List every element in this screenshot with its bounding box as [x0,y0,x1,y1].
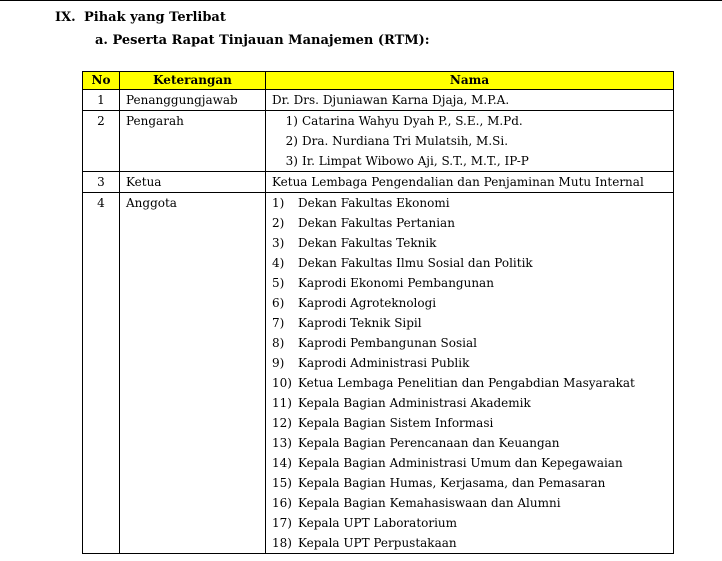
cell-nama: Ketua Lembaga Pengendalian dan Penjaminan Mutu Internal [266,172,674,193]
list-item-number: 13) [272,436,292,450]
cell-keterangan: Ketua [120,172,266,193]
cell-no: 4 [83,193,120,554]
list-item-number: 14) [272,456,292,470]
list-item-text: Dekan Fakultas Ekonomi [298,196,450,210]
list-item-number: 3) [272,236,285,250]
cell-nama [266,111,674,172]
list-item-number: 8) [272,336,285,350]
cell-keterangan: Pengarah [120,111,266,172]
list-item-text: Kepala Bagian Perencanaan dan Keuangan [298,436,560,450]
list-item-text: Kaprodi Pembangunan Sosial [298,336,477,350]
list-item [272,111,673,131]
table-row [83,111,674,172]
list-item-text: Dekan Fakultas Teknik [298,236,437,250]
list-item [272,373,673,393]
list-item-text: Kaprodi Teknik Sipil [298,316,422,330]
section-title: Pihak yang Terlibat [84,10,226,25]
list-item-text: Kepala UPT Perpustakaan [298,536,457,550]
list-item-number: 9) [272,356,285,370]
list-item [272,433,673,453]
list-item [272,493,673,513]
list-item-number: 11) [272,396,292,410]
cell-nama [266,193,674,554]
list-item-number: 18) [272,536,292,550]
table-row [83,193,674,554]
list-item [272,353,673,373]
list-item [272,293,673,313]
list-item-text: Kepala UPT Laboratorium [298,516,458,530]
list-item-text: Kepala Bagian Kemahasiswaan dan Alumni [298,496,561,510]
list-item-text: Kaprodi Ekonomi Pembangunan [298,276,494,290]
list-item [272,393,673,413]
list-item [272,313,673,333]
list-item-number: 17) [272,516,292,530]
list-item-number: 5) [272,276,285,290]
list-item [272,193,673,213]
list-item-text: Ir. Limpat Wibowo Aji, S.T., M.T., IP-P [302,154,529,168]
list-item [272,333,673,353]
list-item-text: Catarina Wahyu Dyah P., S.E., M.Pd. [302,114,523,128]
list-item-number: 1) [272,196,285,210]
list-item [272,131,673,151]
list-item-number: 1) [285,114,298,128]
list-item-text: Kepala Bagian Humas, Kerjasama, dan Pemasaran [298,476,606,490]
subsection-title: a. Peserta Rapat Tinjauan Manajemen (RTM): [95,33,430,48]
list-item [272,453,673,473]
list-item [272,533,673,553]
list-item [272,213,673,233]
list-item-number: 2) [285,134,298,148]
list-item [272,273,673,293]
header-nama: Nama [266,72,674,90]
list-item [272,151,673,171]
table-header-row [83,72,674,90]
list-item-text: Dekan Fakultas Ilmu Sosial dan Politik [298,256,533,270]
list-item-number: 4) [272,256,285,270]
top-rule [0,0,722,1]
list-item [272,253,673,273]
list-item-text: Kepala Bagian Administrasi Akademik [298,396,531,410]
list-item [272,233,673,253]
list-item-number: 6) [272,296,285,310]
table-row [83,90,674,111]
cell-keterangan: Penanggungjawab [120,90,266,111]
list-item-number: 7) [272,316,285,330]
header-keterangan: Keterangan [120,72,266,90]
cell-nama: Dr. Drs. Djuniawan Karna Djaja, M.P.A. [266,90,674,111]
list-item [272,473,673,493]
cell-no: 2 [83,111,120,172]
list-item-number: 2) [272,216,285,230]
list-item-number: 3) [285,154,298,168]
list-item-number: 12) [272,416,292,430]
list-item-number: 16) [272,496,292,510]
list-item [272,513,673,533]
cell-no: 1 [83,90,120,111]
cell-keterangan: Anggota [120,193,266,554]
table-row [83,172,674,193]
list-item-number: 15) [272,476,292,490]
list-item-text: Ketua Lembaga Penelitian dan Pengabdian Masyarakat [298,376,635,390]
section-number: IX. [55,10,76,25]
list-item-text: Kaprodi Administrasi Publik [298,356,470,370]
list-item-text: Kepala Bagian Administrasi Umum dan Kepegawaian [298,456,623,470]
list-item [272,413,673,433]
list-item-text: Dekan Fakultas Pertanian [298,216,455,230]
list-item-number: 10) [272,376,292,390]
participants-table [82,71,674,554]
header-no: No [83,72,120,90]
list-item-text: Kaprodi Agroteknologi [298,296,437,310]
list-item-text: Dra. Nurdiana Tri Mulatsih, M.Si. [302,134,509,148]
list-item-text: Kepala Bagian Sistem Informasi [298,416,494,430]
cell-no: 3 [83,172,120,193]
